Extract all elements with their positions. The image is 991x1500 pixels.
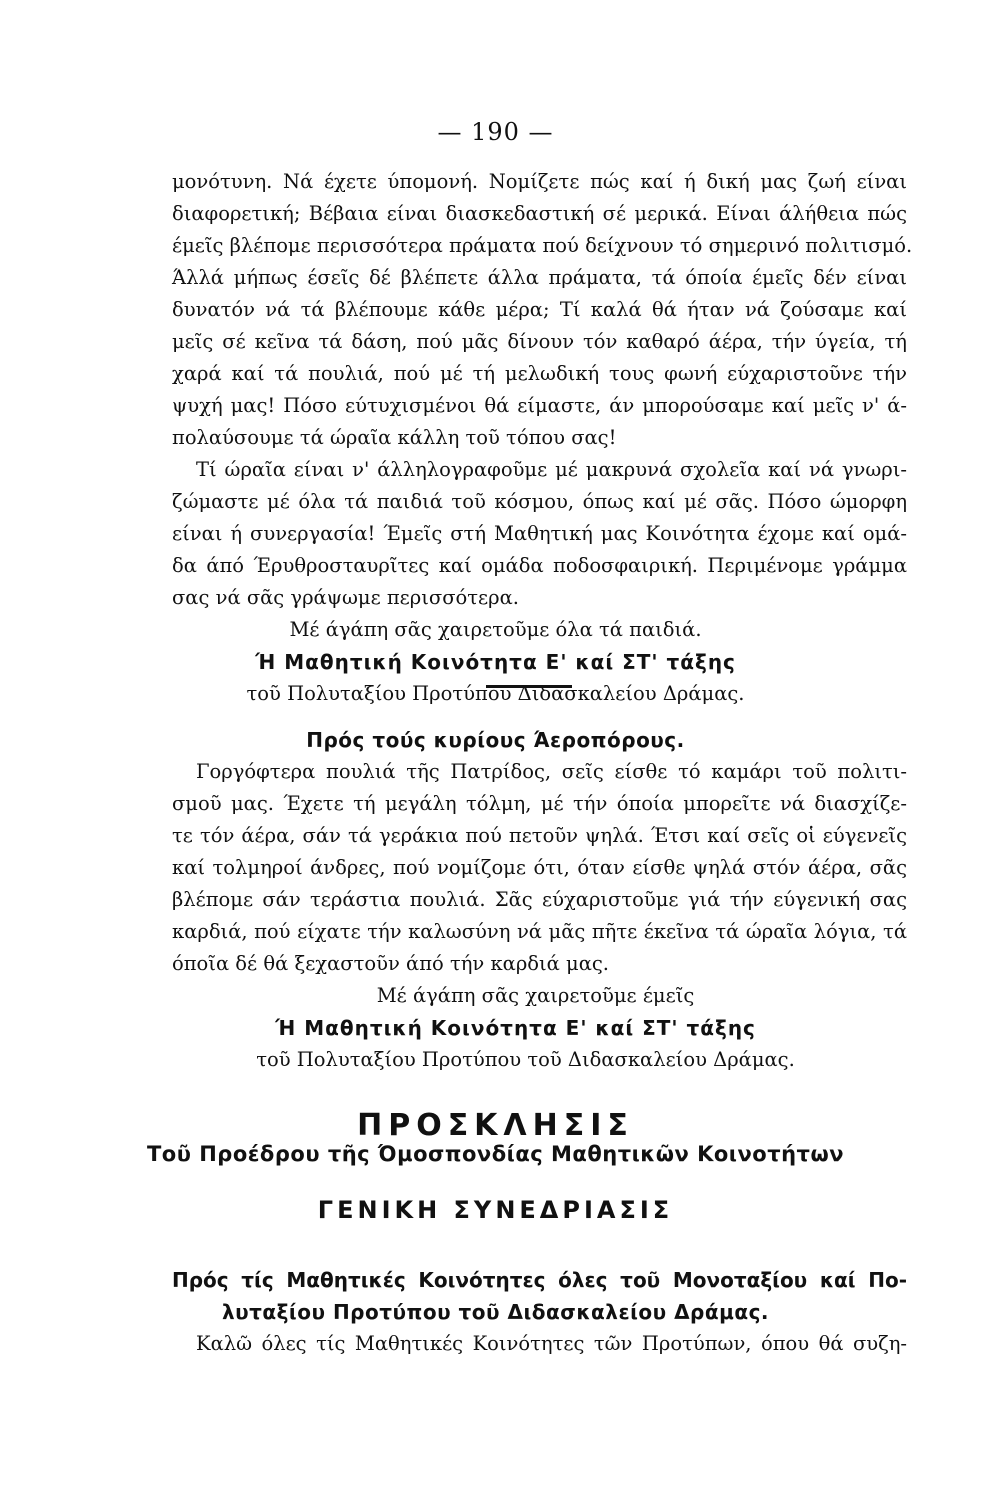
letter-2-heading: Πρός τούς κυρίους Άεροπόρους. (306, 728, 685, 752)
letter-1-school: τοῦ Πολυταξίου Προτύπου Διδασκαλείου Δράμας. (246, 682, 745, 705)
text-line: έμεῖς βλέπομε περισσότερα πράματα πού δείχνουν τό σημερινό πολιτισμό. (172, 234, 913, 257)
letter-2-closing: Μέ άγάπη σᾶς χαιρετοῦμε έμεῖς (376, 984, 695, 1007)
text-line: πολαύσουμε τά ώραῖα κάλλη τοῦ τόπου σας! (172, 426, 617, 449)
text-line: ψυχή μας! Πόσο εύτυχισμένοι θά είμαστε, άν μπορούσαμε καί μεῖς ν' ά- (172, 394, 907, 417)
text-line: ζώμαστε μέ όλα τά παιδιά τοῦ κόσμου, όπως καί μέ σᾶς. Πόσο ώμορφη (172, 490, 907, 513)
text-line: Γοργόφτερα πουλιά τῆς Πατρίδος, σεῖς είσθε τό καμάρι τοῦ πολιτι- (196, 760, 907, 783)
text-line: είναι ή συνεργασία! Έμεῖς στή Μαθητική μας Κοινότητα έχομε καί ομά- (172, 522, 907, 545)
text-line: σας νά σᾶς γράψωμε περισσότερα. (172, 586, 519, 609)
letter-2-school: τοῦ Πολυταξίου Προτύπου τοῦ Διδασκαλείου Δράμας. (256, 1048, 795, 1071)
address-line: Πρός τίς Μαθητικές Κοινότητες όλες τοῦ Μονοταξίου καί Πο- (172, 1268, 907, 1292)
text-line: όποῖα δέ θά ξεχαστοῦν άπό τήν καρδιά μας. (172, 952, 610, 975)
assembly-title: ΓΕΝΙΚΗ ΣΥΝΕΔΡΙΑΣΙΣ (317, 1196, 674, 1224)
text-line: τε τόν άέρα, σάν τά γεράκια πού πετοῦν ψηλά. Έτσι καί σεῖς οἱ εύγενεῖς (172, 824, 907, 847)
text-line: δυνατόν νά τά βλέπουμε κάθε μέρα; Τί καλά θά ήταν νά ζούσαμε καί (172, 298, 907, 321)
text-line: Άλλά μήπως έσεῖς δέ βλέπετε άλλα πράματα, τά όποία έμεῖς δέν είναι (172, 266, 907, 289)
letter-1-closing: Μέ άγάπη σᾶς χαιρετοῦμε όλα τά παιδιά. (289, 618, 702, 641)
invitation-title: ΠΡΟΣΚΛΗΣΙΣ (357, 1108, 634, 1143)
text-line: καί τολμηροί άνδρες, πού νομίζομε ότι, όταν είσθε ψηλά στόν άέρα, σᾶς (172, 856, 907, 879)
letter-2-signature: Ή Μαθητική Κοινότητα Ε' καί ΣΤ' τάξης (275, 1016, 756, 1040)
address-line: λυταξίου Προτύπου τοῦ Διδασκαλείου Δράμας. (221, 1300, 770, 1324)
invitation-subtitle: Τοῦ Προέδρου τῆς Όμοσπονδίας Μαθητικῶν Κοινοτήτων (146, 1142, 845, 1166)
page-number: — 190 — (437, 118, 554, 146)
section-divider (486, 685, 572, 688)
text-line: Καλῶ όλες τίς Μαθητικές Κοινότητες τῶν Προτύπων, όπου θά συζη- (196, 1332, 907, 1355)
text-line: Τί ώραῖα είναι ν' άλληλογραφοῦμε μέ μακρυνά σχολεῖα καί νά γνωρι- (196, 458, 907, 481)
text-line: χαρά καί τά πουλιά, πού μέ τή μελωδική τους φωνή εύχαριστοῦνε τήν (172, 362, 907, 385)
text-line: σμοῦ μας. Έχετε τή μεγάλη τόλμη, μέ τήν όποία μπορεῖτε νά διασχίζε- (172, 792, 907, 815)
text-line: δα άπό Έρυθροσταυρῖτες καί ομάδα ποδοσφαιρική. Περιμένομε γράμμα (172, 554, 907, 577)
text-line: μονότυνη. Νά έχετε ύπομονή. Νομίζετε πώς καί ή δική μας ζωή είναι (172, 170, 907, 193)
text-line: καρδιά, πού είχατε τήν καλωσύνη νά μᾶς πῆτε έκεῖνα τά ώραῖα λόγια, τά (172, 920, 907, 943)
text-line: βλέπομε σάν τεράστια πουλιά. Σᾶς εύχαριστοῦμε γιά τήν εύγενική σας (172, 888, 907, 911)
text-line: διαφορετική; Βέβαια είναι διασκεδαστική σέ μερικά. Είναι άλήθεια πώς (172, 202, 907, 225)
letter-1-signature: Ή Μαθητική Κοινότητα Ε' καί ΣΤ' τάξης (255, 650, 736, 674)
text-line: μεῖς σέ κεῖνα τά δάση, πού μᾶς δίνουν τόν καθαρό άέρα, τήν ύγεία, τή (172, 330, 907, 353)
